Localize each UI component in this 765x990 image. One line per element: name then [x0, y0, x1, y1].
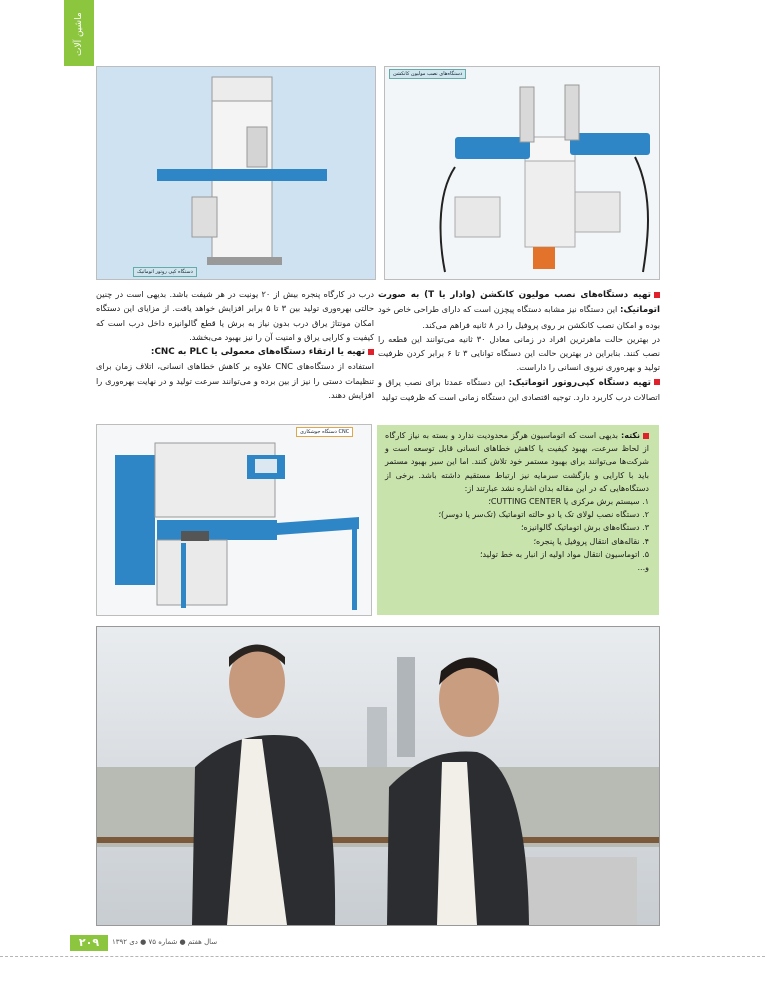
copy-router-photo [96, 66, 376, 280]
page-number: ۲۰۹ [70, 935, 108, 951]
note-list-item: ۲. دستگاه نصب لولای تک یا دو حالته اتوماتیک (تک‌سر یا دوسر)؛ [438, 510, 649, 520]
cnc-paragraph [96, 344, 374, 359]
note-list-item: ۴. نقاله‌های انتقال پروفیل یا پنجره؛ [533, 536, 649, 546]
section-tab [64, 0, 94, 66]
copy-router-text: این دستگاه عمدتا برای نصب یراق و اتصالات درب کاربرد دارد. توجیه اقتصادی این دستگاه زمانی است که ظرفیت تولید [378, 376, 660, 403]
copy-router-continued: درب در کارگاه پنجره بیش از ۲۰ یونیت در هر شیفت باشد. بدیهی است در چنین حالتی بهره‌وری تولید بین ۳ تا ۵ برابر افزایش خواهد یافت. از مزایای این دستگاه امکان مونتاژ یراق درب بدون نیاز به برش یا قطع گالوانیزه داخل درب است که کیفیت و کارایی یراق و امنیت آن را نیز بهبود می‌بخشد. [96, 289, 375, 342]
note-paragraph [385, 429, 649, 495]
copy-router-caption: دستگاه کپی روتور اتوماتیک [133, 267, 197, 277]
cnc-heading: تهیه یا ارتقاء دستگاه‌های معمولی یا PLC به CNC: [150, 347, 365, 358]
issue-info: سال هفتم ● شماره ۷۵ ● دی ۱۳۹۲ [112, 938, 218, 946]
mullion-heading: تهیه دستگاه‌های نصب مولیون کانکشن (وادار یا T) به صورت اتوماتیک: [378, 290, 660, 316]
note-list-item: ۵. اتوماسیون انتقال مواد اولیه از انبار به خط تولید؛ [479, 549, 649, 559]
mullion-paragraph [378, 287, 660, 332]
cnc-machine-illustration [97, 425, 371, 615]
left-column-text [96, 287, 374, 402]
cnc-text: استفاده از دستگاه‌های CNC علاوه بر کاهش خطاهای انسانی، اتلاف زمان برای تنظیمات دستی را نیز از بین برده و می‌توانند سرعت تولید و در نهایت بهره‌وری را افزایش دهند. [96, 361, 374, 401]
footer-divider [0, 956, 765, 957]
note-list-item: ۳. دستگاه‌های برش اتوماتیک گالوانیزه؛ [521, 523, 649, 533]
mullion-text: این دستگاه نیز مشابه دستگاه پیچزن است که دارای طراحی خاص خود بوده و امکان نصب کانکشن بر روی پروفیل را در ۸ ثانیه فراهم می‌کند. [378, 304, 660, 330]
mullion-machine-photo [384, 66, 660, 280]
red-bullet-icon [643, 433, 649, 439]
note-label: نکته: [621, 431, 641, 440]
copy-router-heading: تهیه دستگاه کپی‌روتور اتوماتیک: [508, 377, 651, 388]
mullion-machine-caption: دستگاه‌های نصب مولیون کانکشن [389, 69, 466, 79]
copy-router-illustration [97, 67, 375, 279]
mullion-machine-illustration [385, 67, 659, 279]
note-list-item: ۱. سیستم برش مرکزی یا CUTTING CENTER؛ [488, 497, 649, 507]
cnc-machine-photo [96, 424, 372, 616]
portrait-illustration [97, 627, 659, 925]
mullion-paragraph-2: در بهترین حالت ماهرترین افراد در زمانی معادل ۳۰ ثانیه می‌توانند این قطعه را نصب کنند. بنابراین در بهترین حالت این دستگاه توانایی ۳ تا ۶ برابر کردن ظرفیت تولید و بهره‌وری نیروی انسانی را داراست. [378, 333, 660, 373]
right-column-text [378, 287, 660, 404]
note-box [377, 425, 659, 615]
copy-router-paragraph [378, 375, 660, 405]
red-bullet-icon [654, 379, 660, 385]
cnc-machine-caption: دستگاه جوشکاری CNC [296, 427, 353, 437]
portrait-photo [96, 626, 660, 926]
note-text: بدیهی است که اتوماسیون هرگز محدودیت ندارد و بسته به نیاز کارگاه از لحاظ سرعت، بهبود کیفیت یا کاهش خطاهای انسانی قابل توسعه است و شرکت‌ها می‌توانند برای بهبود مستمر خود تلاش کنند. اما این سیر بهبود مستمر باید با کارایی و بازگشت سرمایه نیز ارتباط مستقیم داشته باشد. برخی از دستگاه‌هایی که در این مقاله بدان اشاره نشد عبارتند از: [385, 431, 649, 493]
red-bullet-icon [368, 349, 374, 355]
section-tab-label: ماشین آلات [74, 12, 84, 56]
note-list-item: و... [637, 563, 649, 573]
red-bullet-icon [654, 292, 660, 298]
